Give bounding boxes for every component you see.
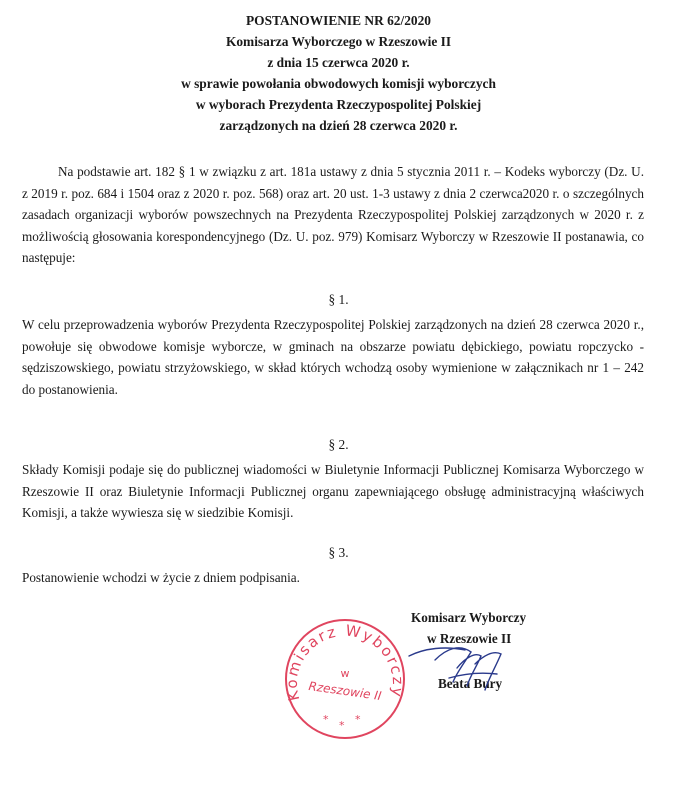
svg-text:*: * (323, 713, 329, 726)
document-header (0, 10, 677, 136)
section-3-title: § 3. (328, 545, 349, 560)
handwritten-signature (405, 638, 515, 698)
section-2-title: § 2. (328, 437, 349, 452)
section-1-text: W celu przeprowadzenia wyborów Prezydenta Rzeczypospolitej Polskiej zarządzonych na dzień 28 czerwca 2020 r., powołuje się obwodowe komisje wyborcze, w gminach na obszarze powiatu dębickiego, powiatu ropczycko - sędziszowskiego, powiatu strzyżowskiego, w skład których wchodzą osoby wymienione w załącznikach nr 1 – 242 do postanowienia. (22, 317, 644, 397)
signature-name: Beata Bury (438, 676, 503, 691)
issuer-line: Komisarza Wyborczego w Rzeszowie II (225, 34, 452, 49)
official-stamp (283, 617, 407, 741)
section-1-title: § 1. (328, 292, 349, 307)
signature-role: Komisarz Wyborczy (411, 610, 527, 625)
document-title: POSTANOWIENIE NR 62/2020 (245, 13, 431, 28)
section-3-text: Postanowienie wchodzi w życie z dniem podpisania. (22, 570, 300, 585)
date-line: z dnia 15 czerwca 2020 r. (267, 55, 410, 70)
signature-place: w Rzeszowie II (427, 631, 512, 646)
intro-paragraph: Na podstawie art. 182 § 1 w związku z art. 181a ustawy z dnia 5 stycznia 2011 r. – Kodeks wyborczy (Dz. U. z 2019 r. poz. 684 i 1504 oraz z 2020 r. poz. 568) oraz art. 20 ust. 1-3 ustawy z dnia 2 czerwca2020 r. o szczególnych zasadach organizacji wyborów powszechnych na Prezydenta Rzeczypospolitej Polskiej zarządzonych w 2020 r. z możliwością głosowania korespondencyjnego (Dz. U. poz. 979) Komisarz Wyborczy w Rzeszowie II postanawia, co następuje: (22, 164, 644, 265)
subject-line-2: w wyborach Prezydenta Rzeczypospolitej Polskiej (195, 97, 482, 112)
svg-text:*: * (339, 719, 345, 732)
stamp-outer-text: Komisarz Wyborczy (283, 621, 407, 703)
section-2-text: Składy Komisji podaje się do publicznej wiadomości w Biuletynie Informacji Publicznej Komisarza Wyborczego w Rzeszowie II oraz Biuletynie Informacji Publicznej organu zapewniającego obsługę administracyjną właściwych Komisji, a także wywiesza się w siedzibie Komisji. (22, 462, 644, 520)
svg-text:*: * (355, 713, 361, 726)
stamp-inner-line-2: Rzeszowie II (307, 678, 383, 704)
stamp-inner-line-1: w (340, 667, 350, 680)
subject-line-1: w sprawie powołania obwodowych komisji wyborczych (181, 76, 496, 91)
subject-line-3: zarządzonych na dzień 28 czerwca 2020 r. (219, 118, 458, 133)
